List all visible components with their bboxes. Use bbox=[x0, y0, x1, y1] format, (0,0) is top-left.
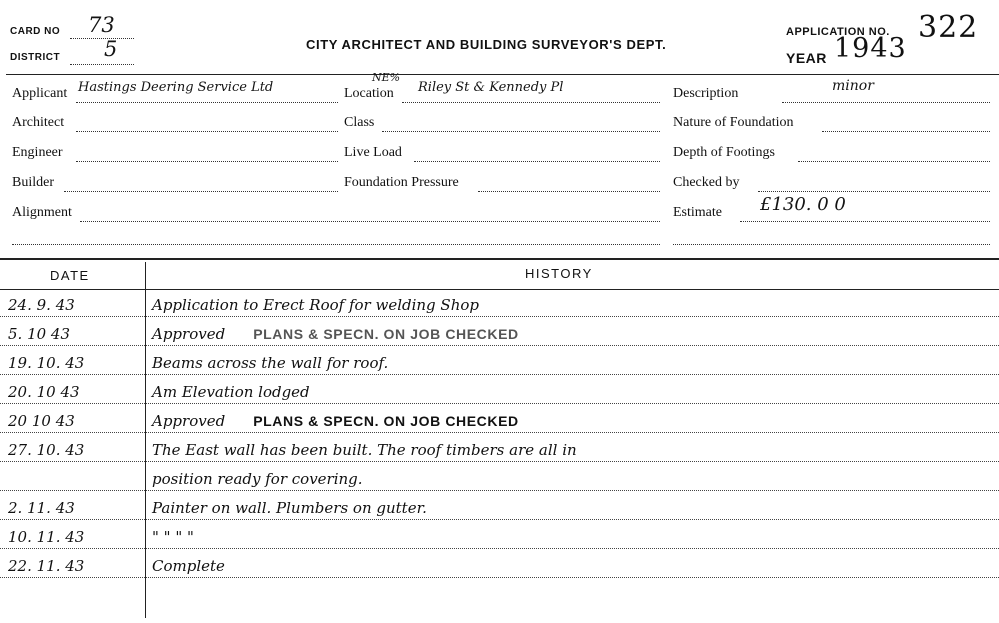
history-row-line bbox=[0, 345, 999, 346]
history-row-line bbox=[0, 432, 999, 433]
history-date: 10. 11. 43 bbox=[8, 528, 85, 546]
blank-line-left bbox=[12, 244, 660, 245]
history-top-rule bbox=[0, 258, 999, 260]
year-value: 1943 bbox=[834, 33, 907, 64]
history-entry-text: Approved bbox=[152, 412, 226, 430]
location-label: Location bbox=[344, 86, 394, 101]
builder-label: Builder bbox=[12, 175, 54, 190]
history-row-line bbox=[0, 403, 999, 404]
year-label: YEAR bbox=[786, 50, 827, 66]
application-no-value: 322 bbox=[918, 10, 979, 45]
history-entry bbox=[152, 383, 310, 401]
description-value: minor bbox=[832, 78, 874, 94]
history-row-line bbox=[0, 461, 999, 462]
applicant-line bbox=[76, 102, 338, 103]
history-date: 20. 10 43 bbox=[8, 383, 80, 401]
class-line bbox=[382, 131, 660, 132]
history-row-line bbox=[0, 374, 999, 375]
history-entry-text: Am Elevation lodged bbox=[152, 383, 310, 401]
nature-of-foundation-label: Nature of Foundation bbox=[673, 115, 794, 130]
history-header: HISTORY bbox=[525, 266, 593, 281]
description-line bbox=[782, 102, 990, 103]
approval-stamp: PLANS & SPECN. ON JOB CHECKED bbox=[253, 326, 519, 342]
depth-of-footings-label: Depth of Footings bbox=[673, 145, 775, 160]
district-line bbox=[70, 64, 134, 65]
estimate-line bbox=[740, 221, 990, 222]
department-title: CITY ARCHITECT AND BUILDING SURVEYOR'S DEPT. bbox=[306, 37, 667, 52]
architect-line bbox=[76, 131, 338, 132]
description-label: Description bbox=[673, 86, 739, 101]
history-row-line bbox=[0, 519, 999, 520]
history-row-line bbox=[0, 316, 999, 317]
location-prefix: NE% bbox=[372, 71, 401, 84]
checked-by-line bbox=[758, 191, 990, 192]
history-entry bbox=[152, 296, 479, 314]
history-date: 27. 10. 43 bbox=[8, 441, 85, 459]
history-date: 24. 9. 43 bbox=[8, 296, 75, 314]
district-value: 5 bbox=[104, 37, 118, 61]
foundation-pressure-line bbox=[478, 191, 660, 192]
nature-of-foundation-line bbox=[822, 131, 990, 132]
history-date: 19. 10. 43 bbox=[8, 354, 85, 372]
history-entry-text: Complete bbox=[152, 557, 225, 575]
class-label: Class bbox=[344, 115, 375, 130]
applicant-label: Applicant bbox=[12, 86, 68, 101]
history-row-line bbox=[0, 548, 999, 549]
architect-label: Architect bbox=[12, 115, 65, 130]
history-entry-text: Painter on wall. Plumbers on gutter. bbox=[152, 499, 427, 517]
history-row-line bbox=[0, 577, 999, 578]
checked-by-label: Checked by bbox=[673, 175, 740, 190]
header-rule bbox=[6, 74, 999, 75]
history-entry-text: Application to Erect Roof for welding Shop bbox=[152, 296, 479, 314]
builder-line bbox=[64, 191, 338, 192]
estimate-value: £130. 0 0 bbox=[760, 194, 846, 215]
history-date: 20 10 43 bbox=[8, 412, 75, 430]
approval-stamp: PLANS & SPECN. ON JOB CHECKED bbox=[253, 413, 519, 429]
application-no-label: APPLICATION NO. bbox=[786, 26, 890, 38]
engineer-label: Engineer bbox=[12, 145, 63, 160]
history-entry bbox=[152, 325, 519, 343]
live-load-line bbox=[414, 161, 660, 162]
estimate-label: Estimate bbox=[673, 205, 722, 220]
card-no-label: CARD NO bbox=[10, 26, 61, 37]
history-entry bbox=[152, 441, 577, 459]
history-date: 5. 10 43 bbox=[8, 325, 71, 343]
history-entry bbox=[152, 528, 194, 546]
alignment-label: Alignment bbox=[12, 205, 72, 220]
district-label: DISTRICT bbox=[10, 52, 61, 63]
applicant-value: Hastings Deering Service Ltd bbox=[78, 80, 274, 95]
history-entry-text: " " " " bbox=[152, 528, 194, 546]
location-value: Riley St & Kennedy Pl bbox=[418, 80, 564, 95]
history-entry bbox=[152, 499, 427, 517]
history-entry-text: position ready for covering. bbox=[152, 470, 363, 488]
history-entry bbox=[152, 354, 388, 372]
card-no-line bbox=[70, 38, 134, 39]
history-entry-text: Beams across the wall for roof. bbox=[152, 354, 389, 372]
depth-of-footings-line bbox=[798, 161, 990, 162]
alignment-line bbox=[80, 221, 660, 222]
history-date: 22. 11. 43 bbox=[8, 557, 85, 575]
card-no-value: 73 bbox=[88, 13, 115, 37]
engineer-line bbox=[76, 161, 338, 162]
foundation-pressure-label: Foundation Pressure bbox=[344, 175, 459, 190]
history-entry-text: Approved bbox=[152, 325, 226, 343]
history-date: 2. 11. 43 bbox=[8, 499, 75, 517]
live-load-label: Live Load bbox=[344, 145, 402, 160]
history-header-rule bbox=[0, 289, 999, 290]
blank-line-right bbox=[673, 244, 990, 245]
history-entry-text: The East wall has been built. The roof timbers are all in bbox=[152, 441, 577, 459]
history-row-line bbox=[0, 490, 999, 491]
history-entry bbox=[152, 412, 519, 430]
history-entry bbox=[152, 470, 363, 488]
history-entry bbox=[152, 557, 225, 575]
location-line bbox=[402, 102, 660, 103]
date-header: DATE bbox=[50, 268, 90, 283]
